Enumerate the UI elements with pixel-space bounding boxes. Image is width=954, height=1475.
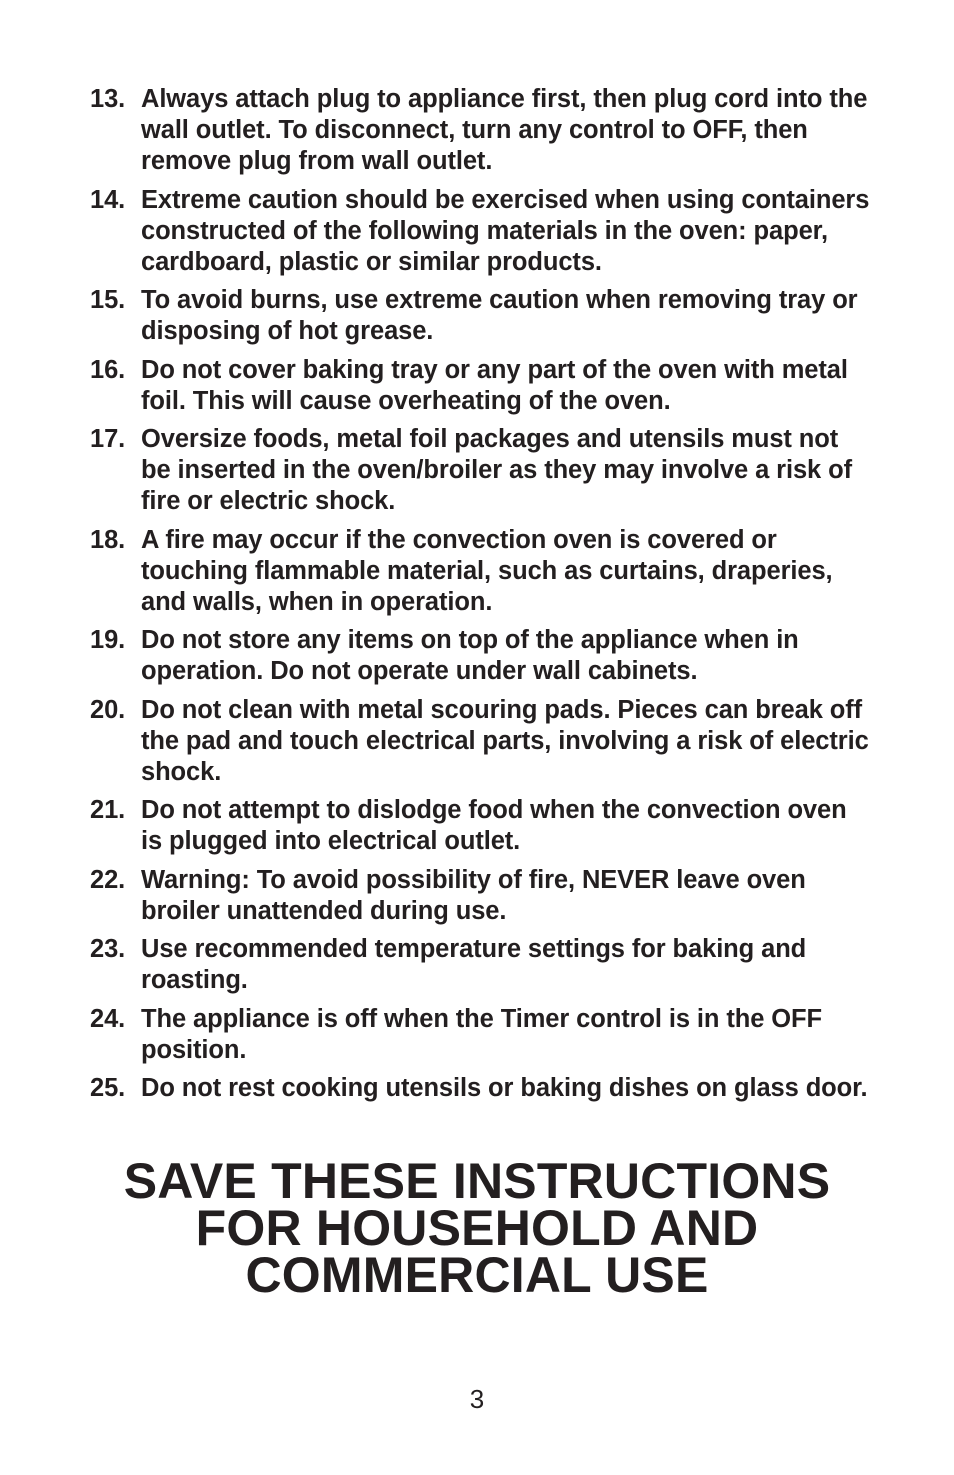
- instruction-number: 15.: [90, 286, 126, 314]
- instruction-item-20: [90, 695, 870, 788]
- instruction-item-18: [90, 525, 870, 618]
- instruction-item-24: [90, 1004, 870, 1066]
- instruction-item-16: [90, 355, 870, 417]
- instruction-item-22: [90, 865, 870, 927]
- instruction-text: The appliance is off when the Timer control is in the OFF position.: [141, 1004, 822, 1064]
- instruction-item-14: [90, 185, 870, 278]
- instruction-number: 22.: [90, 865, 126, 894]
- instruction-text: A fire may occur if the convection oven is covered or touching flammable material, such as curtains, draperies, and walls, when in operation.: [141, 525, 833, 616]
- instruction-number: 20.: [90, 695, 126, 724]
- instruction-number: 25.: [90, 1074, 126, 1102]
- instruction-number: 21.: [90, 796, 126, 824]
- instruction-text: Do not cover baking tray or any part of the oven with metal foil. This will cause overheating of the oven.: [141, 355, 848, 415]
- page-number: 3: [469, 1384, 485, 1414]
- instruction-text: Warning: To avoid possibility of fire, NEVER leave oven broiler unattended during use.: [141, 865, 806, 925]
- instruction-item-25: [90, 1073, 870, 1104]
- headline-line-3: COMMERCIAL USE: [245, 1247, 709, 1303]
- instruction-item-23: [90, 934, 870, 996]
- instruction-number: 24.: [90, 1004, 126, 1033]
- instruction-number: 17.: [90, 425, 126, 453]
- instruction-number: 16.: [90, 355, 126, 384]
- instruction-text: Do not store any items on top of the appliance when in operation. Do not operate under wall cabinets.: [141, 626, 799, 685]
- instruction-text: Always attach plug to appliance first, then plug cord into the wall outlet. To disconnect, turn any control to OFF, then remove plug from wall outlet.: [141, 85, 868, 175]
- safety-instructions-list: [90, 84, 870, 1112]
- instruction-text: Do not attempt to dislodge food when the convection oven is plugged into electrical outlet.: [141, 796, 847, 855]
- instruction-item-17: [90, 424, 870, 517]
- instruction-text: Extreme caution should be exercised when using containers constructed of the following materials in the oven: paper, cardboard, plastic or similar products.: [141, 185, 870, 276]
- instruction-item-19: [90, 625, 870, 687]
- instruction-item-21: [90, 795, 870, 857]
- instruction-text: Do not clean with metal scouring pads. Pieces can break off the pad and touch electrical parts, involving a risk of electric shock.: [141, 695, 869, 786]
- instruction-text: Do not rest cooking utensils or baking dishes on glass door.: [141, 1074, 868, 1102]
- instruction-number: 13.: [90, 85, 126, 113]
- headline-line-1: SAVE THESE INSTRUCTIONS: [123, 1153, 831, 1209]
- instruction-text: Oversize foods, metal foil packages and utensils must not be inserted in the oven/broiler as they may involve a risk of fire or electric shock.: [141, 425, 852, 515]
- instruction-number: 18.: [90, 525, 126, 554]
- headline-line-2: FOR HOUSEHOLD AND: [195, 1200, 759, 1256]
- instruction-number: 14.: [90, 185, 126, 214]
- save-instructions-headline: [0, 1153, 954, 1303]
- instruction-text: To avoid burns, use extreme caution when removing tray or disposing of hot grease.: [141, 286, 858, 345]
- instruction-text: Use recommended temperature settings for baking and roasting.: [141, 935, 807, 994]
- instruction-number: 23.: [90, 935, 126, 963]
- instruction-item-15: [90, 285, 870, 347]
- instruction-number: 19.: [90, 626, 126, 654]
- instruction-item-13: [90, 84, 870, 177]
